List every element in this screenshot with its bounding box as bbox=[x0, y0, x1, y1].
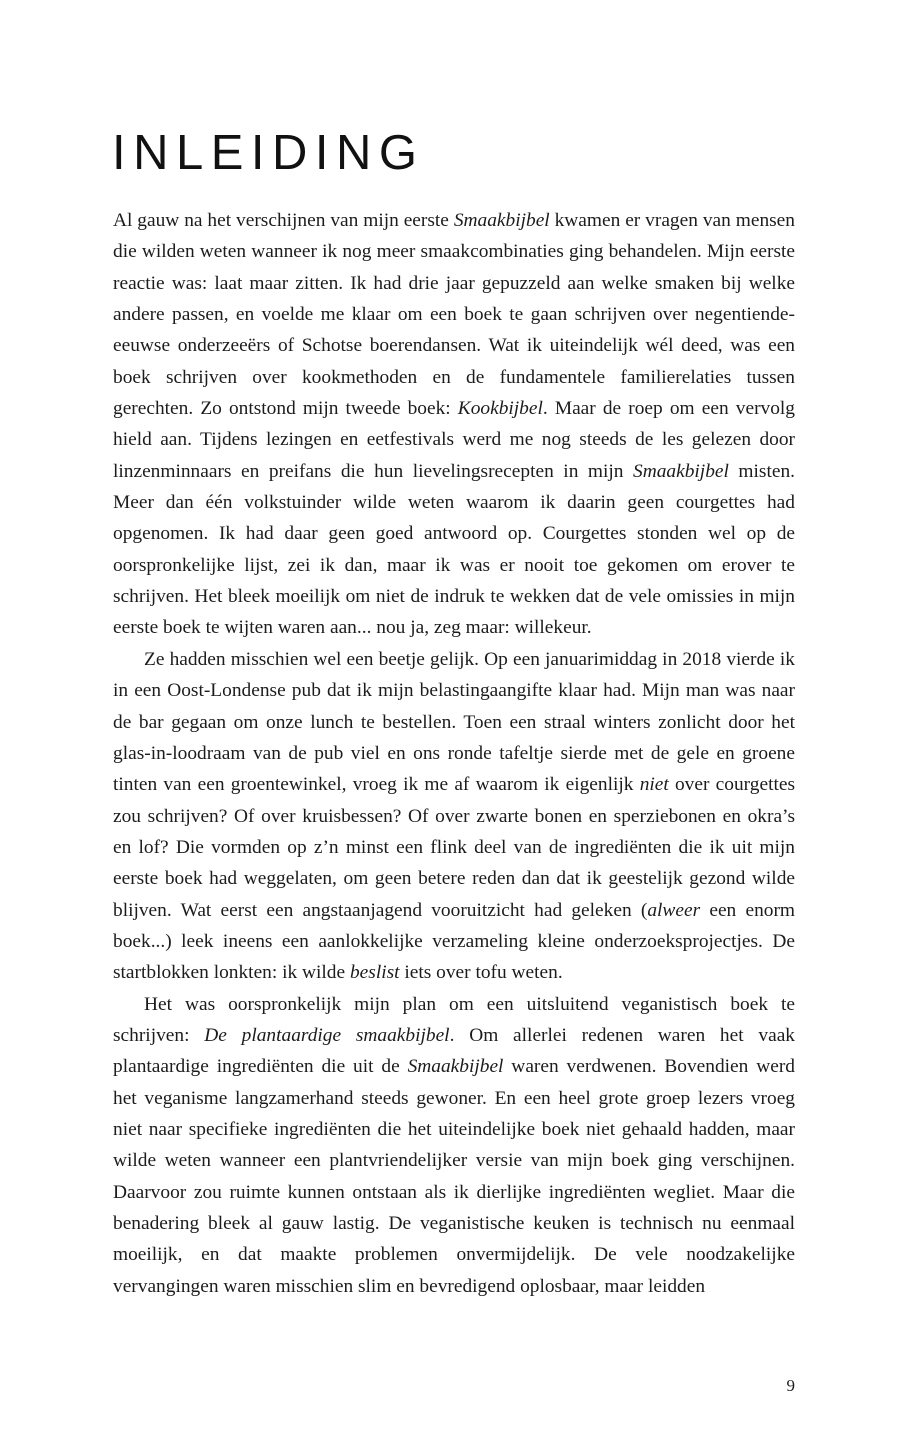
page-number: 9 bbox=[786, 1376, 795, 1395]
page-title: INLEIDING bbox=[112, 125, 425, 180]
paragraph: Al gauw na het verschijnen van mijn eerste Smaakbijbel kwamen er vragen van mensen die wilden weten wanneer ik nog meer smaakcombinaties ging behandelen. Mijn eerste reactie was: laat maar zitten. Ik had drie jaar gepuzzeld aan welke smaken bij welke andere passen, en voelde me klaar om een boek te gaan schrijven over negentiende-eeuwse onderzeeërs of Schotse boerendansen. Wat ik uiteindelijk wél deed, was een boek schrijven over kookmethoden en de fundamentele familierelaties tussen gerechten. Zo ontstond mijn tweede boek: Kookbijbel. Maar de roep om een vervolg hield aan. Tijdens lezingen en eetfestivals werd me nog steeds de les gelezen door linzenminnaars en preifans die hun lievelingsrecepten in mijn Smaakbijbel misten. Meer dan één volkstuinder wilde weten waarom ik daarin geen courgettes had opgenomen. Ik had daar geen goed antwoord op. Courgettes stonden wel op de oorspronkelijke lijst, zei ik dan, maar ik was er nooit toe gekomen om erover te schrijven. Het bleek moeilijk om niet de indruk te wekken dat de vele omissies in mijn eerste boek te wijten waren aan... nou ja, zeg maar: willekeur. bbox=[113, 210, 795, 639]
paragraph: Ze hadden misschien wel een beetje gelijk. Op een januarimiddag in 2018 vierde ik in een Oost-Londense pub dat ik mijn belastingaangifte klaar had. Mijn man was naar de bar gegaan om onze lunch te bestellen. Toen een straal winters zonlicht door het glas-in-loodraam van de pub viel en ons ronde tafeltje sierde met de gele en groene tinten van een groentewinkel, vroeg ik me af waarom ik eigenlijk niet over courgettes zou schrijven? Of over kruisbessen? Of over zwarte bonen en sperziebonen en okra’s en lof? Die vormden op z’n minst een flink deel van de ingrediënten die ik uit mijn eerste boek had weggelaten, om geen betere reden dan dat ik geestelijk gezond wilde blijven. Wat eerst een angstaanjagend vooruitzicht had geleken (alweer een enorm boek...) leek ineens een aanlokkelijke verzameling kleine onderzoeksprojectjes. De startblokken lonkten: ik wilde beslist iets over tofu weten. bbox=[113, 648, 796, 984]
paragraph: Het was oorspronkelijk mijn plan om een uitsluitend veganistisch boek te schrijven: De plantaardige smaakbijbel. Om allerlei redenen waren het vaak plantaardige ingrediënten die uit de Smaakbijbel waren verdwenen. Bovendien werd het veganisme langzamerhand steeds gewoner. En een heel grote groep lezers vroeg niet naar specifieke ingrediënten die het uiteindelijke boek niet gehaald hadden, maar wilde weten wanneer een plantvriendelijker versie van mijn boek ging verschijnen. Daarvoor zou ruimte kunnen ontstaan als ik dierlijke ingrediënten wegliet. Maar die benadering bleek al gauw lastig. De veganistische keuken is technisch nu eenmaal moeilijk, en dat maakte problemen onvermijdelijk. De vele noodzakelijke vervangingen waren misschien slim en bevredigend oplosbaar, maar leidden bbox=[113, 993, 796, 1297]
body-text bbox=[113, 205, 795, 1302]
